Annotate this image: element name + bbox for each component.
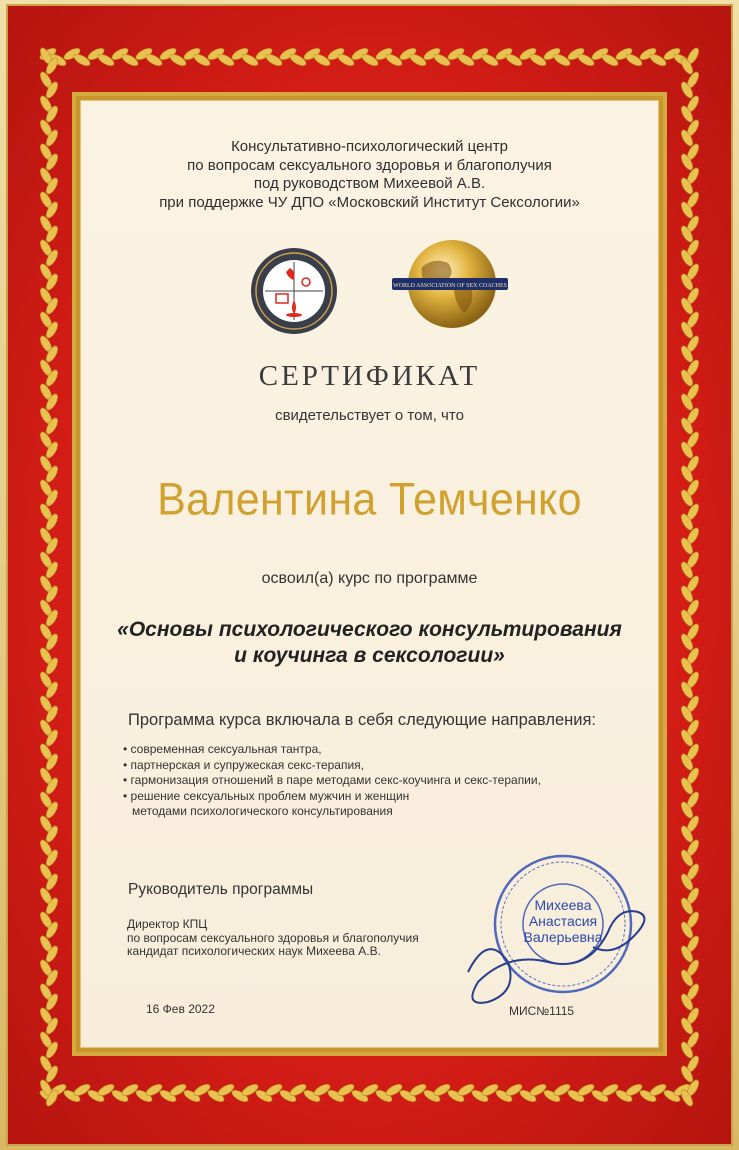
course-title — [80, 617, 659, 669]
stamp-line-1: Михеева — [534, 897, 592, 913]
header-line-2: по вопросам сексуального здоровья и благополучия — [187, 156, 552, 174]
course-title-line-1: «Основы психологического консультирования — [117, 618, 622, 641]
header-line-1: Консультативно-психологический центр — [231, 138, 508, 155]
list-item: методами психологического консультирования — [132, 804, 393, 818]
director-line-2: по вопросам сексуального здоровья и благополучия — [127, 930, 419, 945]
certificate-subtitle: свидетельствует о том, что — [275, 407, 464, 424]
program-items-list — [123, 742, 643, 820]
globe-ribbon-text: WORLD ASSOCIATION OF SEX COACHES — [392, 283, 508, 289]
certificate-number: МИС№1115 — [509, 1004, 575, 1018]
institute-seal-icon — [246, 246, 342, 336]
header-line-3: под руководством Михеевой А.В. — [253, 175, 486, 192]
program-leader-label: Руководитель программы — [128, 881, 314, 898]
header-line-4: при поддержке ЧУ ДПО «Московский Институт Сексологии» — [159, 193, 580, 211]
world-association-globe-icon — [382, 232, 512, 342]
completed-text: освоил(а) курс по программе — [261, 570, 478, 587]
certificate-header — [80, 138, 659, 212]
list-item: • решение сексуальных проблем мужчин и женщин — [123, 788, 410, 803]
list-item: • современная сексуальная тантра, — [123, 742, 322, 756]
director-line-3: кандидат психологических наук Михеева А.В. — [127, 944, 381, 958]
recipient-name: Валентина Темченко — [157, 474, 582, 526]
official-stamp — [458, 832, 673, 1027]
program-heading: Программа курса включала в себя следующие направления: — [128, 711, 596, 729]
list-item: • гармонизация отношений в паре методами секс-коучинга и секс-терапии, — [123, 773, 541, 787]
stamp-line-3: Валерьевна — [523, 929, 603, 945]
logos-row — [0, 246, 739, 336]
issue-date: 16 Фев 2022 — [146, 1002, 215, 1016]
list-item: • партнерская и супружеская секс-терапия, — [123, 757, 365, 772]
course-title-line-2: и коучинга в сексологии» — [234, 644, 505, 667]
stamp-line-2: Анастасия — [528, 913, 598, 929]
director-line-1: Директор КПЦ — [127, 917, 208, 931]
director-info — [127, 918, 487, 959]
certificate-title: СЕРТИФИКАТ — [258, 360, 481, 392]
